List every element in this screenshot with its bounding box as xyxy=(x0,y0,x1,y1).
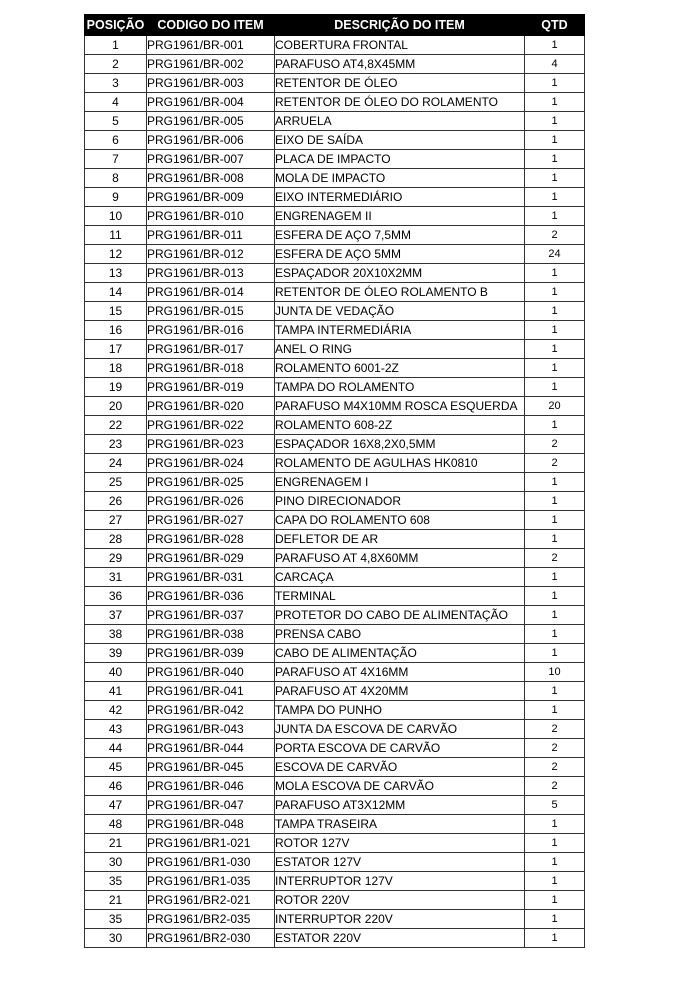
row-item-description: PARAFUSO AT 4X16MM xyxy=(275,663,525,682)
row-quantity: 1 xyxy=(525,112,585,131)
row-item-code: PRG1961/BR-028 xyxy=(147,530,275,549)
table-row xyxy=(85,93,585,112)
row-item-description: CABO DE ALIMENTAÇÃO xyxy=(275,644,525,663)
row-position: 46 xyxy=(85,777,147,796)
row-position: 29 xyxy=(85,549,147,568)
row-item-description: COBERTURA FRONTAL xyxy=(275,36,525,55)
row-item-code: PRG1961/BR-023 xyxy=(147,435,275,454)
row-quantity: 1 xyxy=(525,36,585,55)
table-row xyxy=(85,796,585,815)
table-header xyxy=(85,15,585,36)
table-row xyxy=(85,245,585,264)
row-item-description: PINO DIRECIONADOR xyxy=(275,492,525,511)
row-position: 20 xyxy=(85,397,147,416)
row-item-description: MOLA ESCOVA DE CARVÃO xyxy=(275,777,525,796)
row-item-code: PRG1961/BR-047 xyxy=(147,796,275,815)
row-item-description: INTERRUPTOR 127V xyxy=(275,872,525,891)
table-row xyxy=(85,587,585,606)
row-position: 7 xyxy=(85,150,147,169)
row-position: 2 xyxy=(85,55,147,74)
row-quantity: 1 xyxy=(525,644,585,663)
row-quantity: 1 xyxy=(525,530,585,549)
row-quantity: 2 xyxy=(525,549,585,568)
table-row xyxy=(85,872,585,891)
table-row xyxy=(85,74,585,93)
row-item-code: PRG1961/BR-009 xyxy=(147,188,275,207)
row-quantity: 2 xyxy=(525,454,585,473)
row-position: 10 xyxy=(85,207,147,226)
table-row xyxy=(85,473,585,492)
row-item-code: PRG1961/BR2-030 xyxy=(147,929,275,948)
row-position: 39 xyxy=(85,644,147,663)
table-row xyxy=(85,549,585,568)
row-item-code: PRG1961/BR-002 xyxy=(147,55,275,74)
row-item-code: PRG1961/BR-041 xyxy=(147,682,275,701)
row-item-description: ANEL O RING xyxy=(275,340,525,359)
row-quantity: 1 xyxy=(525,587,585,606)
row-position: 1 xyxy=(85,36,147,55)
row-item-description: ESFERA DE AÇO 7,5MM xyxy=(275,226,525,245)
table-row xyxy=(85,416,585,435)
row-position: 9 xyxy=(85,188,147,207)
row-quantity: 1 xyxy=(525,74,585,93)
row-item-code: PRG1961/BR-044 xyxy=(147,739,275,758)
row-position: 31 xyxy=(85,568,147,587)
row-item-description: RETENTOR DE ÓLEO xyxy=(275,74,525,93)
row-quantity: 1 xyxy=(525,93,585,112)
row-position: 43 xyxy=(85,720,147,739)
row-quantity: 1 xyxy=(525,834,585,853)
row-item-code: PRG1961/BR-029 xyxy=(147,549,275,568)
table-row xyxy=(85,264,585,283)
table-row xyxy=(85,568,585,587)
row-item-description: TERMINAL xyxy=(275,587,525,606)
row-quantity: 4 xyxy=(525,55,585,74)
row-position: 21 xyxy=(85,891,147,910)
row-position: 41 xyxy=(85,682,147,701)
row-quantity: 1 xyxy=(525,701,585,720)
row-position: 14 xyxy=(85,283,147,302)
row-item-description: ENGRENAGEM II xyxy=(275,207,525,226)
row-item-description: ENGRENAGEM I xyxy=(275,473,525,492)
row-position: 22 xyxy=(85,416,147,435)
row-quantity: 1 xyxy=(525,321,585,340)
row-quantity: 1 xyxy=(525,568,585,587)
row-item-description: RETENTOR DE ÓLEO ROLAMENTO B xyxy=(275,283,525,302)
row-item-code: PRG1961/BR-037 xyxy=(147,606,275,625)
row-item-description: ARRUELA xyxy=(275,112,525,131)
row-item-code: PRG1961/BR-003 xyxy=(147,74,275,93)
row-position: 36 xyxy=(85,587,147,606)
table-row xyxy=(85,929,585,948)
row-item-code: PRG1961/BR-020 xyxy=(147,397,275,416)
row-item-code: PRG1961/BR-024 xyxy=(147,454,275,473)
row-item-code: PRG1961/BR2-021 xyxy=(147,891,275,910)
row-position: 35 xyxy=(85,910,147,929)
row-item-code: PRG1961/BR-042 xyxy=(147,701,275,720)
row-position: 25 xyxy=(85,473,147,492)
row-quantity: 1 xyxy=(525,207,585,226)
row-position: 38 xyxy=(85,625,147,644)
row-position: 47 xyxy=(85,796,147,815)
row-item-description: PARAFUSO AT 4,8X60MM xyxy=(275,549,525,568)
row-position: 27 xyxy=(85,511,147,530)
table-row xyxy=(85,853,585,872)
table-row xyxy=(85,530,585,549)
row-item-code: PRG1961/BR-007 xyxy=(147,150,275,169)
row-position: 21 xyxy=(85,834,147,853)
row-item-description: TAMPA DO PUNHO xyxy=(275,701,525,720)
row-item-code: PRG1961/BR-036 xyxy=(147,587,275,606)
row-quantity: 1 xyxy=(525,872,585,891)
row-quantity: 1 xyxy=(525,302,585,321)
table-row xyxy=(85,131,585,150)
table-row xyxy=(85,739,585,758)
row-item-code: PRG1961/BR-019 xyxy=(147,378,275,397)
row-item-description: ESFERA DE AÇO 5MM xyxy=(275,245,525,264)
row-position: 45 xyxy=(85,758,147,777)
row-quantity: 2 xyxy=(525,435,585,454)
row-item-code: PRG1961/BR-012 xyxy=(147,245,275,264)
table-row xyxy=(85,644,585,663)
row-item-description: JUNTA DE VEDAÇÃO xyxy=(275,302,525,321)
row-item-code: PRG1961/BR-045 xyxy=(147,758,275,777)
row-item-description: CAPA DO ROLAMENTO 608 xyxy=(275,511,525,530)
row-item-description: ROLAMENTO 6001-2Z xyxy=(275,359,525,378)
row-quantity: 2 xyxy=(525,739,585,758)
row-position: 24 xyxy=(85,454,147,473)
header-item-code: CODIGO DO ITEM xyxy=(147,15,275,36)
header-position: POSIÇÃO xyxy=(85,15,147,36)
table-row xyxy=(85,359,585,378)
row-quantity: 20 xyxy=(525,397,585,416)
row-item-description: INTERRUPTOR 220V xyxy=(275,910,525,929)
row-item-description: PARAFUSO AT3X12MM xyxy=(275,796,525,815)
row-position: 12 xyxy=(85,245,147,264)
row-item-description: PARAFUSO AT 4X20MM xyxy=(275,682,525,701)
row-item-code: PRG1961/BR-027 xyxy=(147,511,275,530)
row-item-code: PRG1961/BR-010 xyxy=(147,207,275,226)
row-position: 8 xyxy=(85,169,147,188)
row-quantity: 1 xyxy=(525,682,585,701)
row-item-description: TAMPA TRASEIRA xyxy=(275,815,525,834)
table-row xyxy=(85,226,585,245)
row-position: 42 xyxy=(85,701,147,720)
table-row xyxy=(85,701,585,720)
row-item-description: ROLAMENTO DE AGULHAS HK0810 xyxy=(275,454,525,473)
row-item-description: JUNTA DA ESCOVA DE CARVÃO xyxy=(275,720,525,739)
row-item-code: PRG1961/BR-016 xyxy=(147,321,275,340)
row-position: 18 xyxy=(85,359,147,378)
row-quantity: 10 xyxy=(525,663,585,682)
table-row xyxy=(85,55,585,74)
row-quantity: 1 xyxy=(525,910,585,929)
row-item-code: PRG1961/BR-048 xyxy=(147,815,275,834)
row-item-code: PRG1961/BR-017 xyxy=(147,340,275,359)
table-row xyxy=(85,492,585,511)
row-item-code: PRG1961/BR-001 xyxy=(147,36,275,55)
row-quantity: 1 xyxy=(525,511,585,530)
row-item-code: PRG1961/BR1-021 xyxy=(147,834,275,853)
row-item-code: PRG1961/BR-006 xyxy=(147,131,275,150)
table-row xyxy=(85,321,585,340)
row-item-code: PRG1961/BR2-035 xyxy=(147,910,275,929)
table-row xyxy=(85,891,585,910)
row-item-description: PORTA ESCOVA DE CARVÃO xyxy=(275,739,525,758)
row-position: 6 xyxy=(85,131,147,150)
row-item-description: DEFLETOR DE AR xyxy=(275,530,525,549)
table-row xyxy=(85,511,585,530)
row-position: 30 xyxy=(85,853,147,872)
row-item-code: PRG1961/BR-038 xyxy=(147,625,275,644)
row-quantity: 5 xyxy=(525,796,585,815)
row-position: 28 xyxy=(85,530,147,549)
row-item-description: EIXO DE SAÍDA xyxy=(275,131,525,150)
row-position: 37 xyxy=(85,606,147,625)
row-item-description: PRENSA CABO xyxy=(275,625,525,644)
row-quantity: 1 xyxy=(525,853,585,872)
row-quantity: 1 xyxy=(525,473,585,492)
row-item-description: PROTETOR DO CABO DE ALIMENTAÇÃO xyxy=(275,606,525,625)
row-quantity: 1 xyxy=(525,340,585,359)
row-quantity: 2 xyxy=(525,758,585,777)
row-item-description: PLACA DE IMPACTO xyxy=(275,150,525,169)
table-row xyxy=(85,454,585,473)
row-quantity: 1 xyxy=(525,264,585,283)
row-item-code: PRG1961/BR-022 xyxy=(147,416,275,435)
row-item-code: PRG1961/BR1-035 xyxy=(147,872,275,891)
row-quantity: 1 xyxy=(525,359,585,378)
header-item-description: DESCRIÇÃO DO ITEM xyxy=(275,15,525,36)
table-row xyxy=(85,283,585,302)
table-row xyxy=(85,36,585,55)
header-row xyxy=(85,15,585,36)
row-item-code: PRG1961/BR-025 xyxy=(147,473,275,492)
row-quantity: 1 xyxy=(525,891,585,910)
table-body xyxy=(85,36,585,948)
row-item-code: PRG1961/BR1-030 xyxy=(147,853,275,872)
row-item-description: ESCOVA DE CARVÃO xyxy=(275,758,525,777)
row-quantity: 1 xyxy=(525,625,585,644)
table-row xyxy=(85,910,585,929)
table-row xyxy=(85,834,585,853)
row-quantity: 1 xyxy=(525,416,585,435)
row-item-code: PRG1961/BR-031 xyxy=(147,568,275,587)
row-quantity: 1 xyxy=(525,378,585,397)
row-position: 5 xyxy=(85,112,147,131)
row-item-description: ESTATOR 220V xyxy=(275,929,525,948)
row-position: 3 xyxy=(85,74,147,93)
row-item-description: EIXO INTERMEDIÁRIO xyxy=(275,188,525,207)
row-item-code: PRG1961/BR-011 xyxy=(147,226,275,245)
row-item-code: PRG1961/BR-014 xyxy=(147,283,275,302)
row-quantity: 1 xyxy=(525,188,585,207)
table-row xyxy=(85,340,585,359)
row-item-code: PRG1961/BR-026 xyxy=(147,492,275,511)
table-row xyxy=(85,777,585,796)
table-row xyxy=(85,378,585,397)
row-quantity: 1 xyxy=(525,169,585,188)
row-quantity: 2 xyxy=(525,777,585,796)
row-item-code: PRG1961/BR-005 xyxy=(147,112,275,131)
row-quantity: 1 xyxy=(525,131,585,150)
row-position: 4 xyxy=(85,93,147,112)
row-position: 15 xyxy=(85,302,147,321)
row-position: 30 xyxy=(85,929,147,948)
parts-list-table xyxy=(84,14,585,948)
row-item-description: MOLA DE IMPACTO xyxy=(275,169,525,188)
row-position: 44 xyxy=(85,739,147,758)
table-row xyxy=(85,435,585,454)
table-row xyxy=(85,302,585,321)
row-item-code: PRG1961/BR-008 xyxy=(147,169,275,188)
row-position: 13 xyxy=(85,264,147,283)
row-position: 35 xyxy=(85,872,147,891)
table-row xyxy=(85,188,585,207)
row-item-code: PRG1961/BR-004 xyxy=(147,93,275,112)
row-position: 40 xyxy=(85,663,147,682)
row-item-description: ROLAMENTO 608-2Z xyxy=(275,416,525,435)
row-item-code: PRG1961/BR-013 xyxy=(147,264,275,283)
row-item-code: PRG1961/BR-040 xyxy=(147,663,275,682)
table-row xyxy=(85,625,585,644)
table-row xyxy=(85,815,585,834)
table-row xyxy=(85,397,585,416)
row-position: 23 xyxy=(85,435,147,454)
row-item-description: ROTOR 220V xyxy=(275,891,525,910)
row-quantity: 2 xyxy=(525,226,585,245)
row-item-code: PRG1961/BR-046 xyxy=(147,777,275,796)
row-item-description: CARCAÇA xyxy=(275,568,525,587)
table-row xyxy=(85,606,585,625)
row-quantity: 1 xyxy=(525,492,585,511)
row-item-code: PRG1961/BR-043 xyxy=(147,720,275,739)
table-row xyxy=(85,112,585,131)
row-item-description: TAMPA INTERMEDIÁRIA xyxy=(275,321,525,340)
row-quantity: 2 xyxy=(525,720,585,739)
row-quantity: 1 xyxy=(525,283,585,302)
row-item-description: ESTATOR 127V xyxy=(275,853,525,872)
table-row xyxy=(85,663,585,682)
table-row xyxy=(85,169,585,188)
table-row xyxy=(85,682,585,701)
row-position: 11 xyxy=(85,226,147,245)
row-item-description: ROTOR 127V xyxy=(275,834,525,853)
row-quantity: 1 xyxy=(525,929,585,948)
row-position: 48 xyxy=(85,815,147,834)
row-item-code: PRG1961/BR-039 xyxy=(147,644,275,663)
row-item-description: TAMPA DO ROLAMENTO xyxy=(275,378,525,397)
header-quantity: QTD xyxy=(525,15,585,36)
row-item-description: ESPAÇADOR 20X10X2MM xyxy=(275,264,525,283)
row-position: 16 xyxy=(85,321,147,340)
row-quantity: 24 xyxy=(525,245,585,264)
row-item-code: PRG1961/BR-015 xyxy=(147,302,275,321)
table-row xyxy=(85,150,585,169)
row-item-description: PARAFUSO M4X10MM ROSCA ESQUERDA xyxy=(275,397,525,416)
row-position: 19 xyxy=(85,378,147,397)
row-item-description: PARAFUSO AT4,8X45MM xyxy=(275,55,525,74)
row-item-code: PRG1961/BR-018 xyxy=(147,359,275,378)
row-quantity: 1 xyxy=(525,815,585,834)
row-position: 26 xyxy=(85,492,147,511)
row-item-description: RETENTOR DE ÓLEO DO ROLAMENTO xyxy=(275,93,525,112)
row-quantity: 1 xyxy=(525,606,585,625)
table-row xyxy=(85,207,585,226)
table-row xyxy=(85,720,585,739)
row-item-description: ESPAÇADOR 16X8,2X0,5MM xyxy=(275,435,525,454)
row-quantity: 1 xyxy=(525,150,585,169)
table-row xyxy=(85,758,585,777)
row-position: 17 xyxy=(85,340,147,359)
